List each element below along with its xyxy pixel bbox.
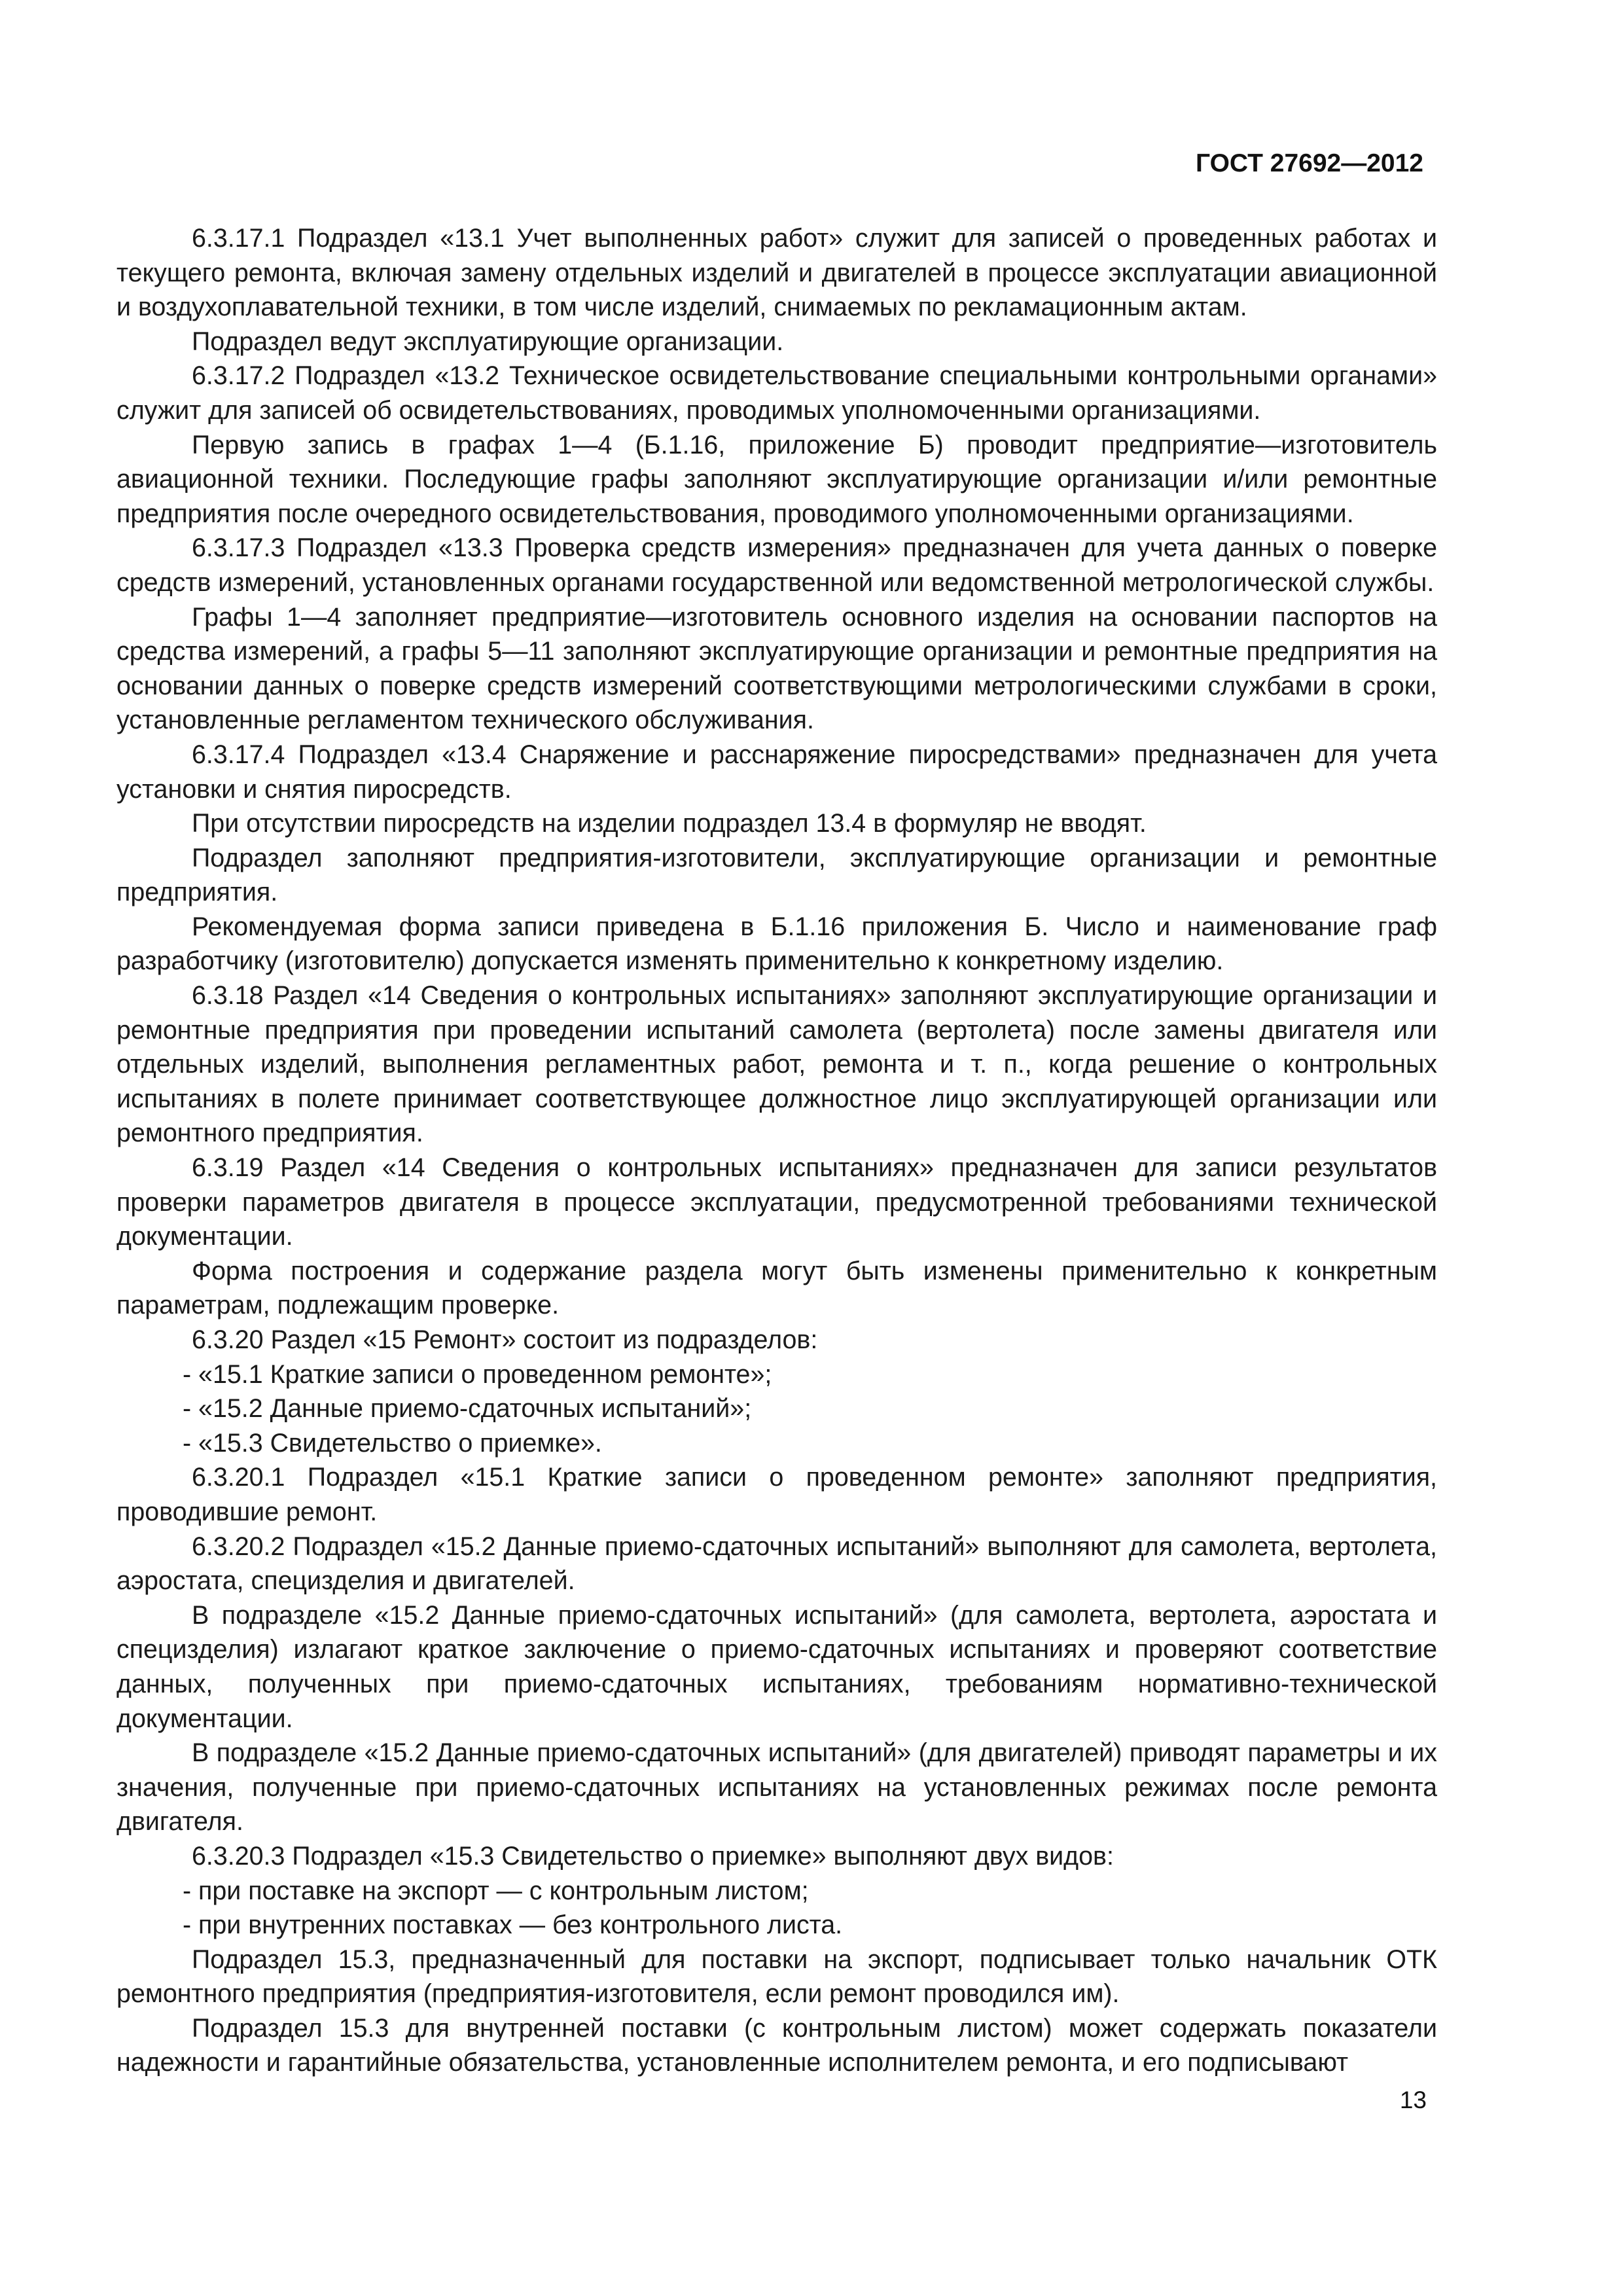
paragraph: В подразделе «15.2 Данные приемо-сдаточных испытаний» (для самолета, вертолета, аэростата и специзделия) излагают краткое заключение о приемо-сдаточных испытаниях и проверяют соответствие данных, полученных при приемо-сдаточных испытаниях, требованиям нормативно-технической документации. <box>116 1600 1437 1733</box>
paragraph: 6.3.17.3 Подраздел «13.3 Проверка средств измерения» предназначен для учета данных о поверке средств измерений, установленных органами государственной или ведомственной метрологической службы. <box>116 533 1437 597</box>
list-item: - «15.2 Данные приемо-сдаточных испытаний»; <box>183 1394 752 1424</box>
paragraph: 6.3.17.1 Подраздел «13.1 Учет выполненных работ» служит для записей о проведенных работах и текущего ремонта, включая замену отдельных изделий и двигателей в процессе эксплуатации авиационной и воздухоплавательной техники, в том числе изделий, снимаемых по рекламационным актам. <box>116 224 1437 322</box>
list-item: - «15.1 Краткие записи о проведенном ремонте»; <box>183 1359 772 1389</box>
paragraph: 6.3.20 Раздел «15 Ремонт» состоит из подразделов: <box>192 1325 818 1354</box>
paragraph: Подраздел заполняют предприятия-изготовители, эксплуатирующие организации и ремонтные предприятия. <box>116 843 1437 907</box>
paragraph: Первую запись в графах 1—4 (Б.1.16, приложение Б) проводит предприятие—изготовитель авиационной техники. Последующие графы заполняют эксплуатирующие организации и/или ремонтные предприятия после очередного освидетельствования, проводимого уполномоченными организациями. <box>116 430 1437 528</box>
page-number: 13 <box>1399 2087 1427 2113</box>
list-item: - при поставке на экспорт — с контрольным листом; <box>183 1876 809 1905</box>
paragraph: Подраздел 15.3 для внутренней поставки (с контрольным листом) может содержать показатели надежности и гарантийные обязательства, установленные исполнителем ремонта, и его подписывают <box>116 2013 1437 2077</box>
paragraph: Подраздел 15.3, предназначенный для поставки на экспорт, подписывает только начальник ОТК ремонтного предприятия (предприятия-изготовителя, если ремонт проводился им). <box>116 1945 1437 2009</box>
paragraph: Графы 1—4 заполняет предприятие—изготовитель основного изделия на основании паспортов на средства измерений, а графы 5—11 заполняют эксплуатирующие организации и ремонтные предприятия на основании данных о поверке средств измерений соответствующими метрологическими службами в сроки, установленные регламентом технического обслуживания. <box>116 602 1437 735</box>
document-body <box>116 221 1437 2080</box>
paragraph: 6.3.20.3 Подраздел «15.3 Свидетельство о приемке» выполняют двух видов: <box>192 1841 1114 1871</box>
paragraph: 6.3.17.2 Подраздел «13.2 Техническое освидетельствование специальными контрольными органами» служит для записей об освидетельствованиях, проводимых уполномоченными организациями. <box>116 361 1437 425</box>
paragraph: 6.3.20.1 Подраздел «15.1 Краткие записи о проведенном ремонте» заполняют предприятия, проводившие ремонт. <box>116 1463 1437 1526</box>
paragraph: 6.3.18 Раздел «14 Сведения о контрольных испытаниях» заполняют эксплуатирующие организации и ремонтные предприятия при проведении испытаний самолета (вертолета) после замены двигателя или отдельных изделий, выполнения регламентных работ, ремонта и т. п., когда решение о контрольных испытаниях в полете принимает соответствующее должностное лицо эксплуатирующей организации или ремонтного предприятия. <box>116 981 1437 1148</box>
paragraph: 6.3.19 Раздел «14 Сведения о контрольных испытаниях» предназначен для записи результатов проверки параметров двигателя в процессе эксплуатации, предусмотренной требованиями технической документации. <box>116 1153 1437 1251</box>
paragraph: При отсутствии пиросредств на изделии подраздел 13.4 в формуляр не вводят. <box>192 809 1147 838</box>
standard-header: ГОСТ 27692—2012 <box>1196 149 1423 177</box>
paragraph: Форма построения и содержание раздела могут быть изменены применительно к конкретным параметрам, подлежащим проверке. <box>116 1256 1437 1320</box>
paragraph: Подраздел ведут эксплуатирующие организации. <box>192 327 784 356</box>
paragraph: 6.3.20.2 Подраздел «15.2 Данные приемо-сдаточных испытаний» выполняют для самолета, вертолета, аэростата, специзделия и двигателей. <box>116 1532 1437 1596</box>
list-item: - «15.3 Свидетельство о приемке». <box>183 1428 602 1458</box>
paragraph: Рекомендуемая форма записи приведена в Б.1.16 приложения Б. Число и наименование граф разработчику (изготовителю) допускается изменять применительно к конкретному изделию. <box>116 912 1437 976</box>
list-item: - при внутренних поставках — без контрольного листа. <box>183 1910 843 1940</box>
paragraph: 6.3.17.4 Подраздел «13.4 Снаряжение и расснаряжение пиросредствами» предназначен для учета установки и снятия пиросредств. <box>116 740 1437 804</box>
paragraph: В подразделе «15.2 Данные приемо-сдаточных испытаний» (для двигателей) приводят параметры и их значения, полученные при приемо-сдаточных испытаниях на установленных режимах после ремонта двигателя. <box>116 1738 1437 1837</box>
